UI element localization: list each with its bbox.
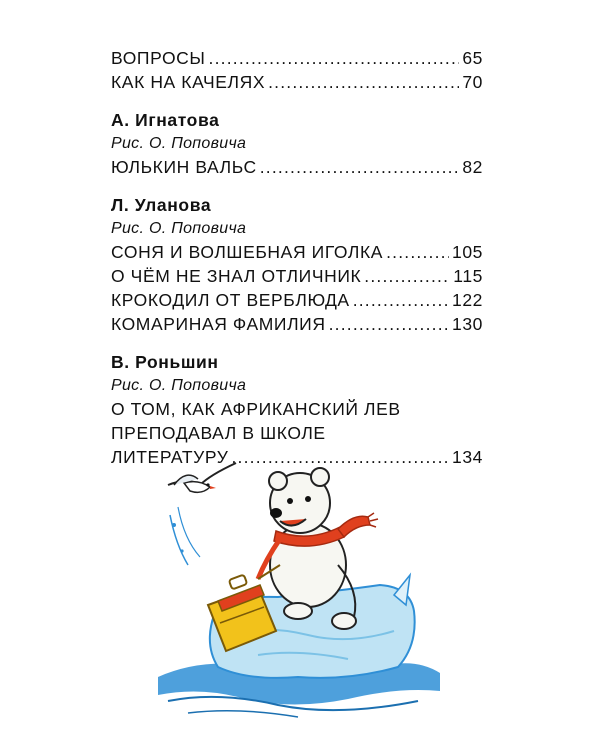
toc-entry-title: КАК НА КАЧЕЛЯХ — [111, 72, 266, 92]
toc-entry[interactable] — [111, 70, 483, 94]
author-name: А. Игнатова — [111, 110, 220, 130]
toc-entry[interactable] — [111, 264, 483, 288]
toc-entry-title: ЮЛЬКИН ВАЛЬС — [111, 157, 257, 177]
dot-leader — [386, 240, 449, 264]
dot-leader — [268, 70, 459, 94]
toc-entry-title-line[interactable]: О ТОМ, КАК АФРИКАНСКИЙ ЛЕВ — [111, 399, 401, 419]
seagull-icon — [168, 463, 236, 492]
toc-entry-page: 65 — [462, 48, 483, 68]
toc-entry-title-line[interactable]: ПРЕПОДАВАЛ В ШКОЛЕ — [111, 423, 326, 443]
toc-entry-title: СОНЯ И ВОЛШЕБНАЯ ИГОЛКА — [111, 242, 384, 262]
toc-entry-title: КОМАРИНАЯ ФАМИЛИЯ — [111, 314, 326, 334]
toc-entry[interactable] — [111, 288, 483, 312]
toc-entry[interactable] — [111, 46, 483, 70]
illustrator-credit: Рис. О. Поповича — [111, 135, 247, 152]
dot-leader — [260, 155, 460, 179]
toc-entry[interactable] — [111, 240, 483, 264]
toc-entry-page: 130 — [452, 314, 483, 334]
dot-leader — [353, 288, 449, 312]
toc-entry[interactable] — [111, 155, 483, 179]
author-name: В. Роньшин — [111, 352, 219, 372]
toc-entry[interactable] — [111, 312, 483, 336]
toc-entry-page: 134 — [452, 447, 483, 467]
dot-leader — [209, 46, 460, 70]
toc-entry-title: КРОКОДИЛ ОТ ВЕРБЛЮДА — [111, 290, 350, 310]
polar-bear-on-ice-floe-illustration — [148, 455, 448, 725]
toc-entry-page: 115 — [453, 266, 483, 286]
author-name: Л. Уланова — [111, 195, 212, 215]
toc-entry-title: О ЧЁМ НЕ ЗНАЛ ОТЛИЧНИК — [111, 266, 362, 286]
dot-leader — [329, 312, 449, 336]
toc-entry-page: 105 — [452, 242, 483, 262]
dot-leader — [364, 264, 450, 288]
toc-entry-page: 122 — [452, 290, 483, 310]
table-of-contents — [111, 46, 483, 469]
illustrator-credit: Рис. О. Поповича — [111, 220, 247, 237]
toc-entry-page: 82 — [462, 157, 483, 177]
toc-entry-title: ВОПРОСЫ — [111, 48, 206, 68]
toc-entry-title: ЛИТЕРАТУРУ — [111, 447, 229, 467]
illustrator-credit: Рис. О. Поповича — [111, 377, 247, 394]
toc-entry-page: 70 — [462, 72, 483, 92]
